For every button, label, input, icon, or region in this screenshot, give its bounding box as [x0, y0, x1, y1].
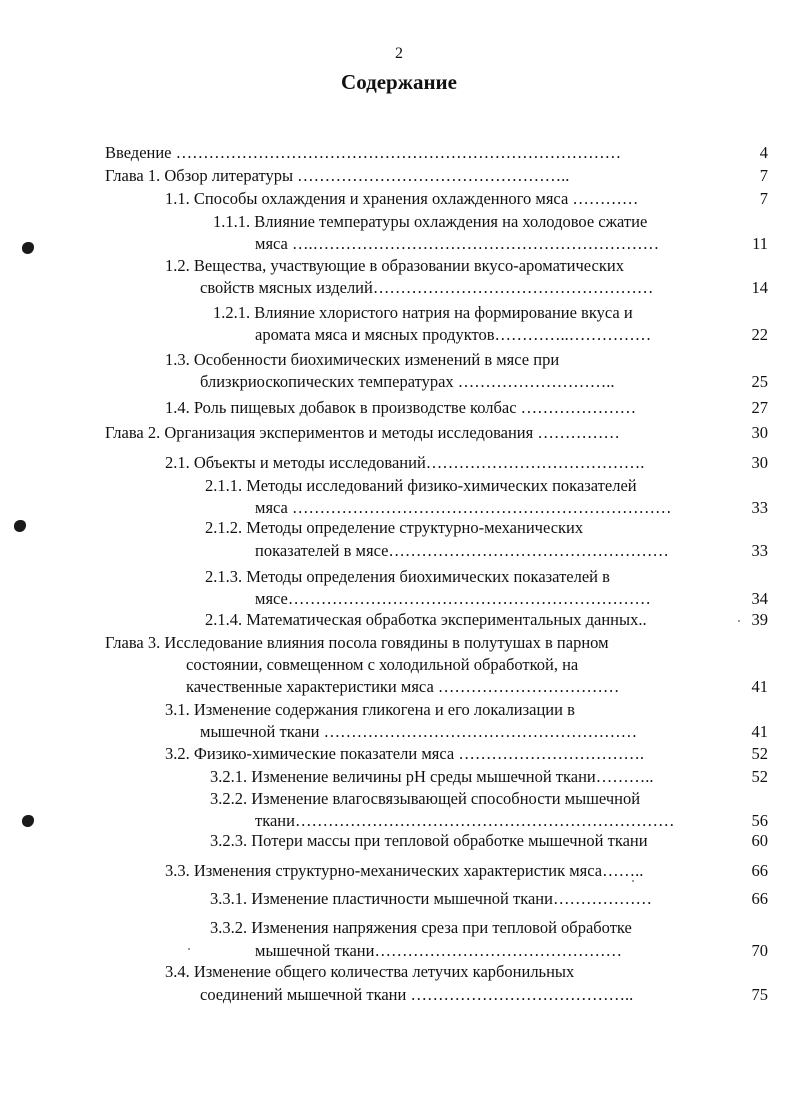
scan-blot: [14, 520, 26, 532]
toc-page-number: 33: [751, 541, 768, 560]
toc-line: 1.2. Вещества, участвующие в образовании вкусо-ароматических: [165, 256, 624, 275]
toc-line: 2.1.3. Методы определения биохимических показателей в: [205, 567, 610, 586]
toc-page-number: 30: [751, 453, 768, 472]
toc-line: 3.2. Физико-химические показатели мяса …………………………….: [165, 744, 644, 763]
toc-page-number: 39: [751, 610, 768, 629]
toc-page-number: 66: [751, 889, 768, 908]
toc-line: качественные характеристики мяса ……………………………: [186, 677, 620, 696]
scan-blot: [22, 815, 34, 827]
toc-line: 3.2.3. Потери массы при тепловой обработке мышечной ткани: [210, 831, 648, 850]
toc-line: близкриоскопических температурах ………………………..: [200, 372, 615, 391]
toc-page-number: 75: [751, 985, 768, 1004]
toc-page-number: 41: [751, 677, 768, 696]
toc-line: ткани……………………………………………………………: [255, 811, 675, 830]
toc-page-number: 60: [751, 831, 768, 850]
scan-speck: [188, 948, 190, 950]
toc-page-number: 7: [759, 189, 768, 208]
toc-page-number: 70: [751, 941, 768, 960]
toc-line: мышечной ткани …………………………………………………: [200, 722, 638, 741]
toc-line: 3.3.1. Изменение пластичности мышечной ткани………………: [210, 889, 652, 908]
toc-line: 3.4. Изменение общего количества летучих карбонильных: [165, 962, 575, 981]
toc-page-number: 52: [751, 744, 768, 763]
toc-page-number: 52: [751, 767, 768, 786]
scan-speck: [632, 880, 634, 882]
toc-page-number: 33: [751, 498, 768, 517]
toc-line: 3.1. Изменение содержания гликогена и его локализации в: [165, 700, 575, 719]
toc-line: Глава 2. Организация экспериментов и методы исследования ……………: [105, 423, 620, 442]
scan-speck: [738, 620, 740, 622]
toc-page-number: 7: [759, 166, 768, 185]
toc-line: 2.1.1. Методы исследований физико-химических показателей: [205, 476, 637, 495]
toc-line: 3.3.2. Изменения напряжения среза при тепловой обработке: [210, 918, 632, 937]
toc-line: 2.1.4. Математическая обработка экспериментальных данных..: [205, 610, 647, 629]
toc-page-number: 14: [751, 278, 768, 297]
scan-blot: [22, 242, 34, 254]
toc-line: 3.3. Изменения структурно-механических характеристик мяса……..: [165, 861, 644, 880]
toc-line: 1.1.1. Влияние температуры охлаждения на холодовое сжатие: [213, 212, 648, 231]
toc-line: Введение ………………………………………………………………………: [105, 143, 622, 162]
toc-page-number: 25: [751, 372, 768, 391]
toc-line: 2.1.2. Методы определение структурно-механических: [205, 518, 584, 537]
toc-line: свойств мясных изделий……………………………………………: [200, 278, 654, 297]
toc-page-number: 11: [752, 234, 768, 253]
toc-line: соединений мышечной ткани …………………………………..: [200, 985, 634, 1004]
toc-page-number: 4: [759, 143, 768, 162]
toc-line: 2.1. Объекты и методы исследований………………………………….: [165, 453, 645, 472]
toc-line: состоянии, совмещенном с холодильной обработкой, на: [186, 655, 579, 674]
toc-line: 1.4. Роль пищевых добавок в производстве колбас …………………: [165, 398, 637, 417]
toc-page-number: 27: [751, 398, 768, 417]
toc-line: Глава 1. Обзор литературы …………………………………………..: [105, 166, 570, 185]
toc-line: мяса ……………………………………………………………: [255, 498, 672, 517]
toc-page-number: 66: [751, 861, 768, 880]
page-title: Содержание: [341, 70, 457, 94]
toc-line: 3.2.1. Изменение величины рН среды мышечной ткани………..: [210, 767, 654, 786]
toc-line: показателей в мясе……………………………………………: [255, 541, 669, 560]
toc-line: 1.2.1. Влияние хлористого натрия на формирование вкуса и: [213, 303, 633, 322]
toc-page-number: 34: [751, 589, 768, 608]
toc-line: 3.2.2. Изменение влагосвязывающей способности мышечной: [210, 789, 641, 808]
toc-page-number: 56: [751, 811, 768, 830]
toc-page-number: 30: [751, 423, 768, 442]
toc-line: мясе…………………………………………………………: [255, 589, 651, 608]
toc-line: мяса ….………………………………………………………: [255, 234, 660, 253]
toc-line: 1.1. Способы охлаждения и хранения охлажденного мяса …………: [165, 189, 639, 208]
toc-line: аромата мяса и мясных продуктов…………..……………: [255, 325, 652, 344]
toc-line: 1.3. Особенности биохимических изменений в мясе при: [165, 350, 560, 369]
toc-page-number: 22: [751, 325, 768, 344]
toc-line: мышечной ткани………………………………………: [255, 941, 622, 960]
toc-page-number: 41: [751, 722, 768, 741]
page-number: 2: [395, 45, 403, 62]
toc-line: Глава 3. Исследование влияния посола говядины в полутушах в парном: [105, 633, 609, 652]
